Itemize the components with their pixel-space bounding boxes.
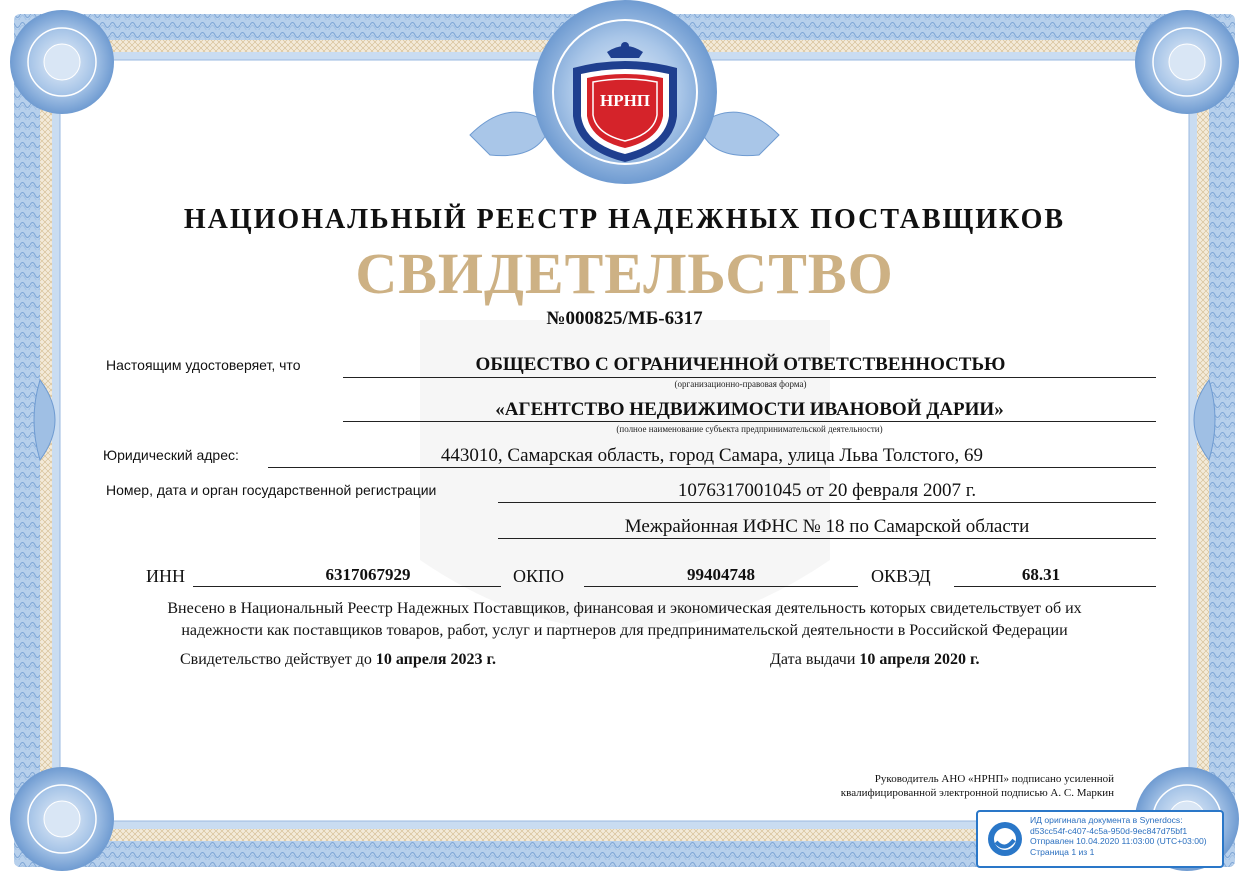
inn-line [193,586,501,587]
legal-form-line [343,377,1156,378]
registration-authority-value: Межрайонная ИФНС № 18 по Самарской области [624,516,1030,537]
legal-form-caption: (организационно-правовая форма) [674,379,807,389]
registration-label: Номер, дата и орган государственной регистрации [106,482,437,498]
registration-number-line [498,502,1156,503]
signature-line-1: Руководитель АНО «НРНП» подписано усиленной [874,773,1114,785]
stamp-line-3: Отправлен 10.04.2020 11:03:00 (UTC+03:00) [1030,836,1207,846]
statement-text [100,598,1149,642]
registry-title: НАЦИОНАЛЬНЫЙ РЕЕСТР НАДЕЖНЫХ ПОСТАВЩИКОВ [183,204,1066,235]
signature-line-2: квалифицированной электронной подписью А. С. Маркин [840,787,1114,799]
okved-line [954,586,1156,587]
full-name-value: «АГЕНТСТВО НЕДВИЖИМОСТИ ИВАНОВОЙ ДАРИИ» [495,399,1004,420]
stamp-line-4: Страница 1 из 1 [1030,846,1095,857]
stamp-text [1030,815,1222,857]
synerdocs-logo-icon [986,820,1024,858]
registration-number-value: 1076317001045 от 20 февраля 2007 г. [677,480,977,501]
inn-label: ИНН [146,566,185,586]
inn-value: 6317067929 [325,565,411,584]
statement-line-1: Внесено в Национальный Реестр Надежных Поставщиков, финансовая и экономическая деятельность которых свидетельствует об их [167,600,1082,617]
issue [770,651,980,669]
certifies-label: Настоящим удостоверяет, что [106,357,301,373]
stamp-line-2: d53cc54f-c407-4c5a-950d-9ec847d75bf1 [1030,825,1188,836]
address-label: Юридический адрес: [103,447,239,463]
okved-label: ОКВЭД [871,566,931,586]
stamp-line-1: ИД оригинала документа в Synerdocs: [1030,815,1183,825]
full-name-caption: (полное наименование субъекта предпринимательской деятельности) [616,424,883,434]
certificate-number: №000825/МБ-6317 [546,308,703,329]
registration-authority-line [498,538,1156,539]
okved-value: 68.31 [1021,565,1061,584]
okpo-value: 99404748 [687,565,755,584]
address-line [268,467,1156,468]
okpo-line [584,586,858,587]
address-value: 443010, Самарская область, город Самара, улица Льва Толстого, 69 [440,445,984,466]
document-title: СВИДЕТЕЛЬСТВО [355,241,894,306]
full-name-line [343,421,1156,422]
statement-line-2: надежности как поставщиков товаров, работ, услуг и партнеров для предпринимательской деятельности в Российской Федерации [181,622,1068,639]
emblem-text: НРНП [599,91,651,110]
validity [180,651,496,669]
okpo-label: ОКПО [513,566,565,586]
issue-label: Дата выдачи [770,651,856,668]
issue-date: 10 апреля 2020 г. [859,651,980,668]
signature-note [780,772,1114,800]
synerdocs-stamp [976,810,1224,868]
legal-form-value: ОБЩЕСТВО С ОГРАНИЧЕННОЙ ОТВЕТСТВЕННОСТЬЮ [475,354,1006,375]
valid-label: Свидетельство действует до [180,651,372,668]
valid-date: 10 апреля 2023 г. [375,651,496,668]
